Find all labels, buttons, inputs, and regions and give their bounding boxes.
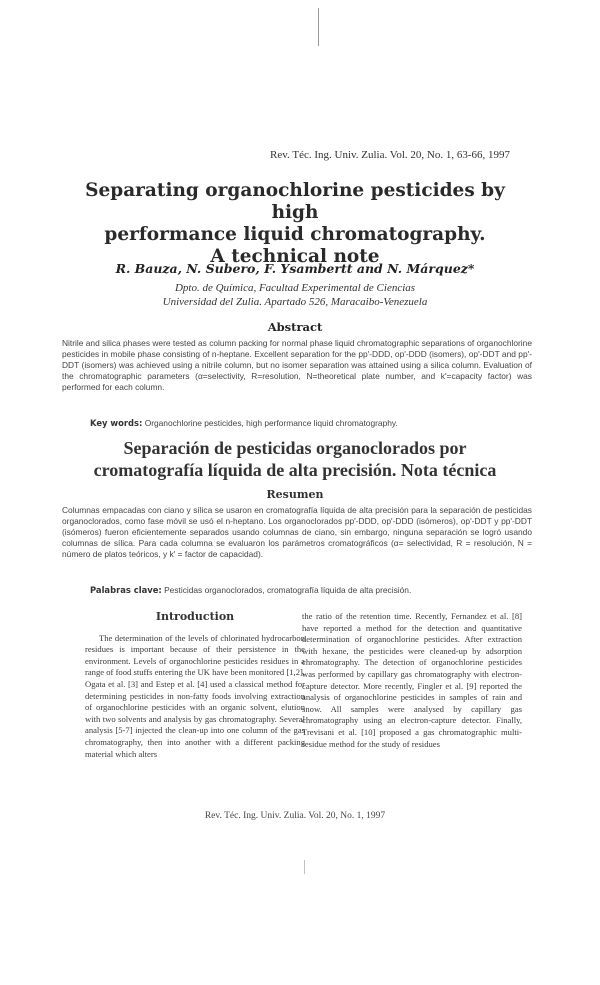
keywords-label: Key words: [90,418,143,428]
title-line-3: A technical note [210,246,380,267]
spanish-title-line-1: Separación de pesticidas organoclorados por [123,438,467,458]
affiliation [60,281,530,309]
title-line-1: Separating organochlorine pesticides by high [85,180,505,223]
intro-left-column [85,611,305,760]
title-line-2: performance liquid chromatography. [104,224,486,245]
affiliation-line-2: Universidad del Zulia. Apartado 526, Maracaibo-Venezuela [162,296,428,308]
running-head: Rev. Téc. Ing. Univ. Zulia. Vol. 20, No. 1, 63-66, 1997 [270,149,510,161]
scan-artifact-mark [304,860,305,874]
resumen-heading: Resumen [266,488,324,501]
palabras-clave [90,585,530,595]
intro-right-column [302,611,522,750]
scan-artifact-line [318,8,319,46]
intro-left-paragraph: The determination of the levels of chlorinated hydrocarbon residues is important because of their persistence in the environment. Levels of organochlorine pesticides residues in a range of food stuffs entering the UK have been monitored [1,2]. Ogata et al. [3] and Estep et al. [4] used a classical method for determining pesticides in non-fatty foods involving extraction of organochlorine pesticides with an organic solvent, elution with two solvents and analysis by gas chromatography. Several analysis [5-7] injected the clean-up into one column of the gas chromatography, then into another with a different packing material which alters [85,632,305,759]
authors: R. Bauza, N. Subero, F. Ysambertt and N. Márquez* [115,261,475,276]
affiliation-line-1: Dpto. de Química, Facultad Experimental de Ciencias [174,282,416,294]
keywords-text: Organochlorine pesticides, high performance liquid chromatography. [144,418,398,428]
article-title [60,180,530,268]
intro-right-paragraph: the ratio of the retention time. Recently, Fernandez et al. [8] have reported a method for the detection and quantitative determination of organochlorine pesticides. After extraction with hexane, the pesticides were cleaned-up by adsorption chromatography. The detection of organochlorine pesticides was performed by capillary gas chromatography with electron-capture detector. More recently, Fingler et al. [9] reported the analysis of organochlorine pesticides in samples of rain and snow. All samples were analysed by capillary gas chromatography using an electron-capture detector. Finally, Trevisani et al. [10] proposed a gas chromatographic multi-residue method for the study of residues [302,611,522,749]
resumen-text: Columnas empacadas con ciano y sílica se usaron en cromatografía líquida de alta precisión para la separación de pesticidas organoclorados, como fase móvil se usó el n-heptano. Los organoclorados pp'-DDD, op'-DDD (isómeros), op'-DDT y pp'-DDT (isómeros) fueron eficientemente separados usando columnas de ciano, sin embargo, ninguna separación se logró usando columnas de sílica. Para cada columna se evaluaron los parámetros cromatográficos (α= selectividad, R = resolución, N = número de platos teóricos, y k' = factor de capacidad). [62,505,532,560]
spanish-title-line-2: cromatografía líquida de alta precisión. Nota técnica [93,460,497,480]
palabras-clave-label: Palabras clave: [90,585,162,595]
keywords [90,418,530,428]
page-footer: Rev. Téc. Ing. Univ. Zulia. Vol. 20, No. 1, 1997 [204,811,386,821]
abstract-heading: Abstract [267,320,323,334]
spanish-title [45,437,545,481]
palabras-clave-text: Pesticidas organoclorados, cromatografía líquida de alta precisión. [164,585,412,595]
abstract-text: Nitrile and silica phases were tested as column packing for normal phase liquid chromatographic separations of organochlorine pesticides in mobile phase consisting of n-heptane. Excellent separation for the pp'-DDD, op'-DDD (isomers), op'-DDT and pp'-DDT (isomers) was achieved using a nitrile column, but no isomer separation was attained using a silica column. Evaluation of the chromatographic parameters (α=selectivity, R=resolution, N=theoretical plate number, and k'=capacity factor) was performed for each column. [62,338,532,393]
introduction-heading: Introduction [155,610,235,623]
